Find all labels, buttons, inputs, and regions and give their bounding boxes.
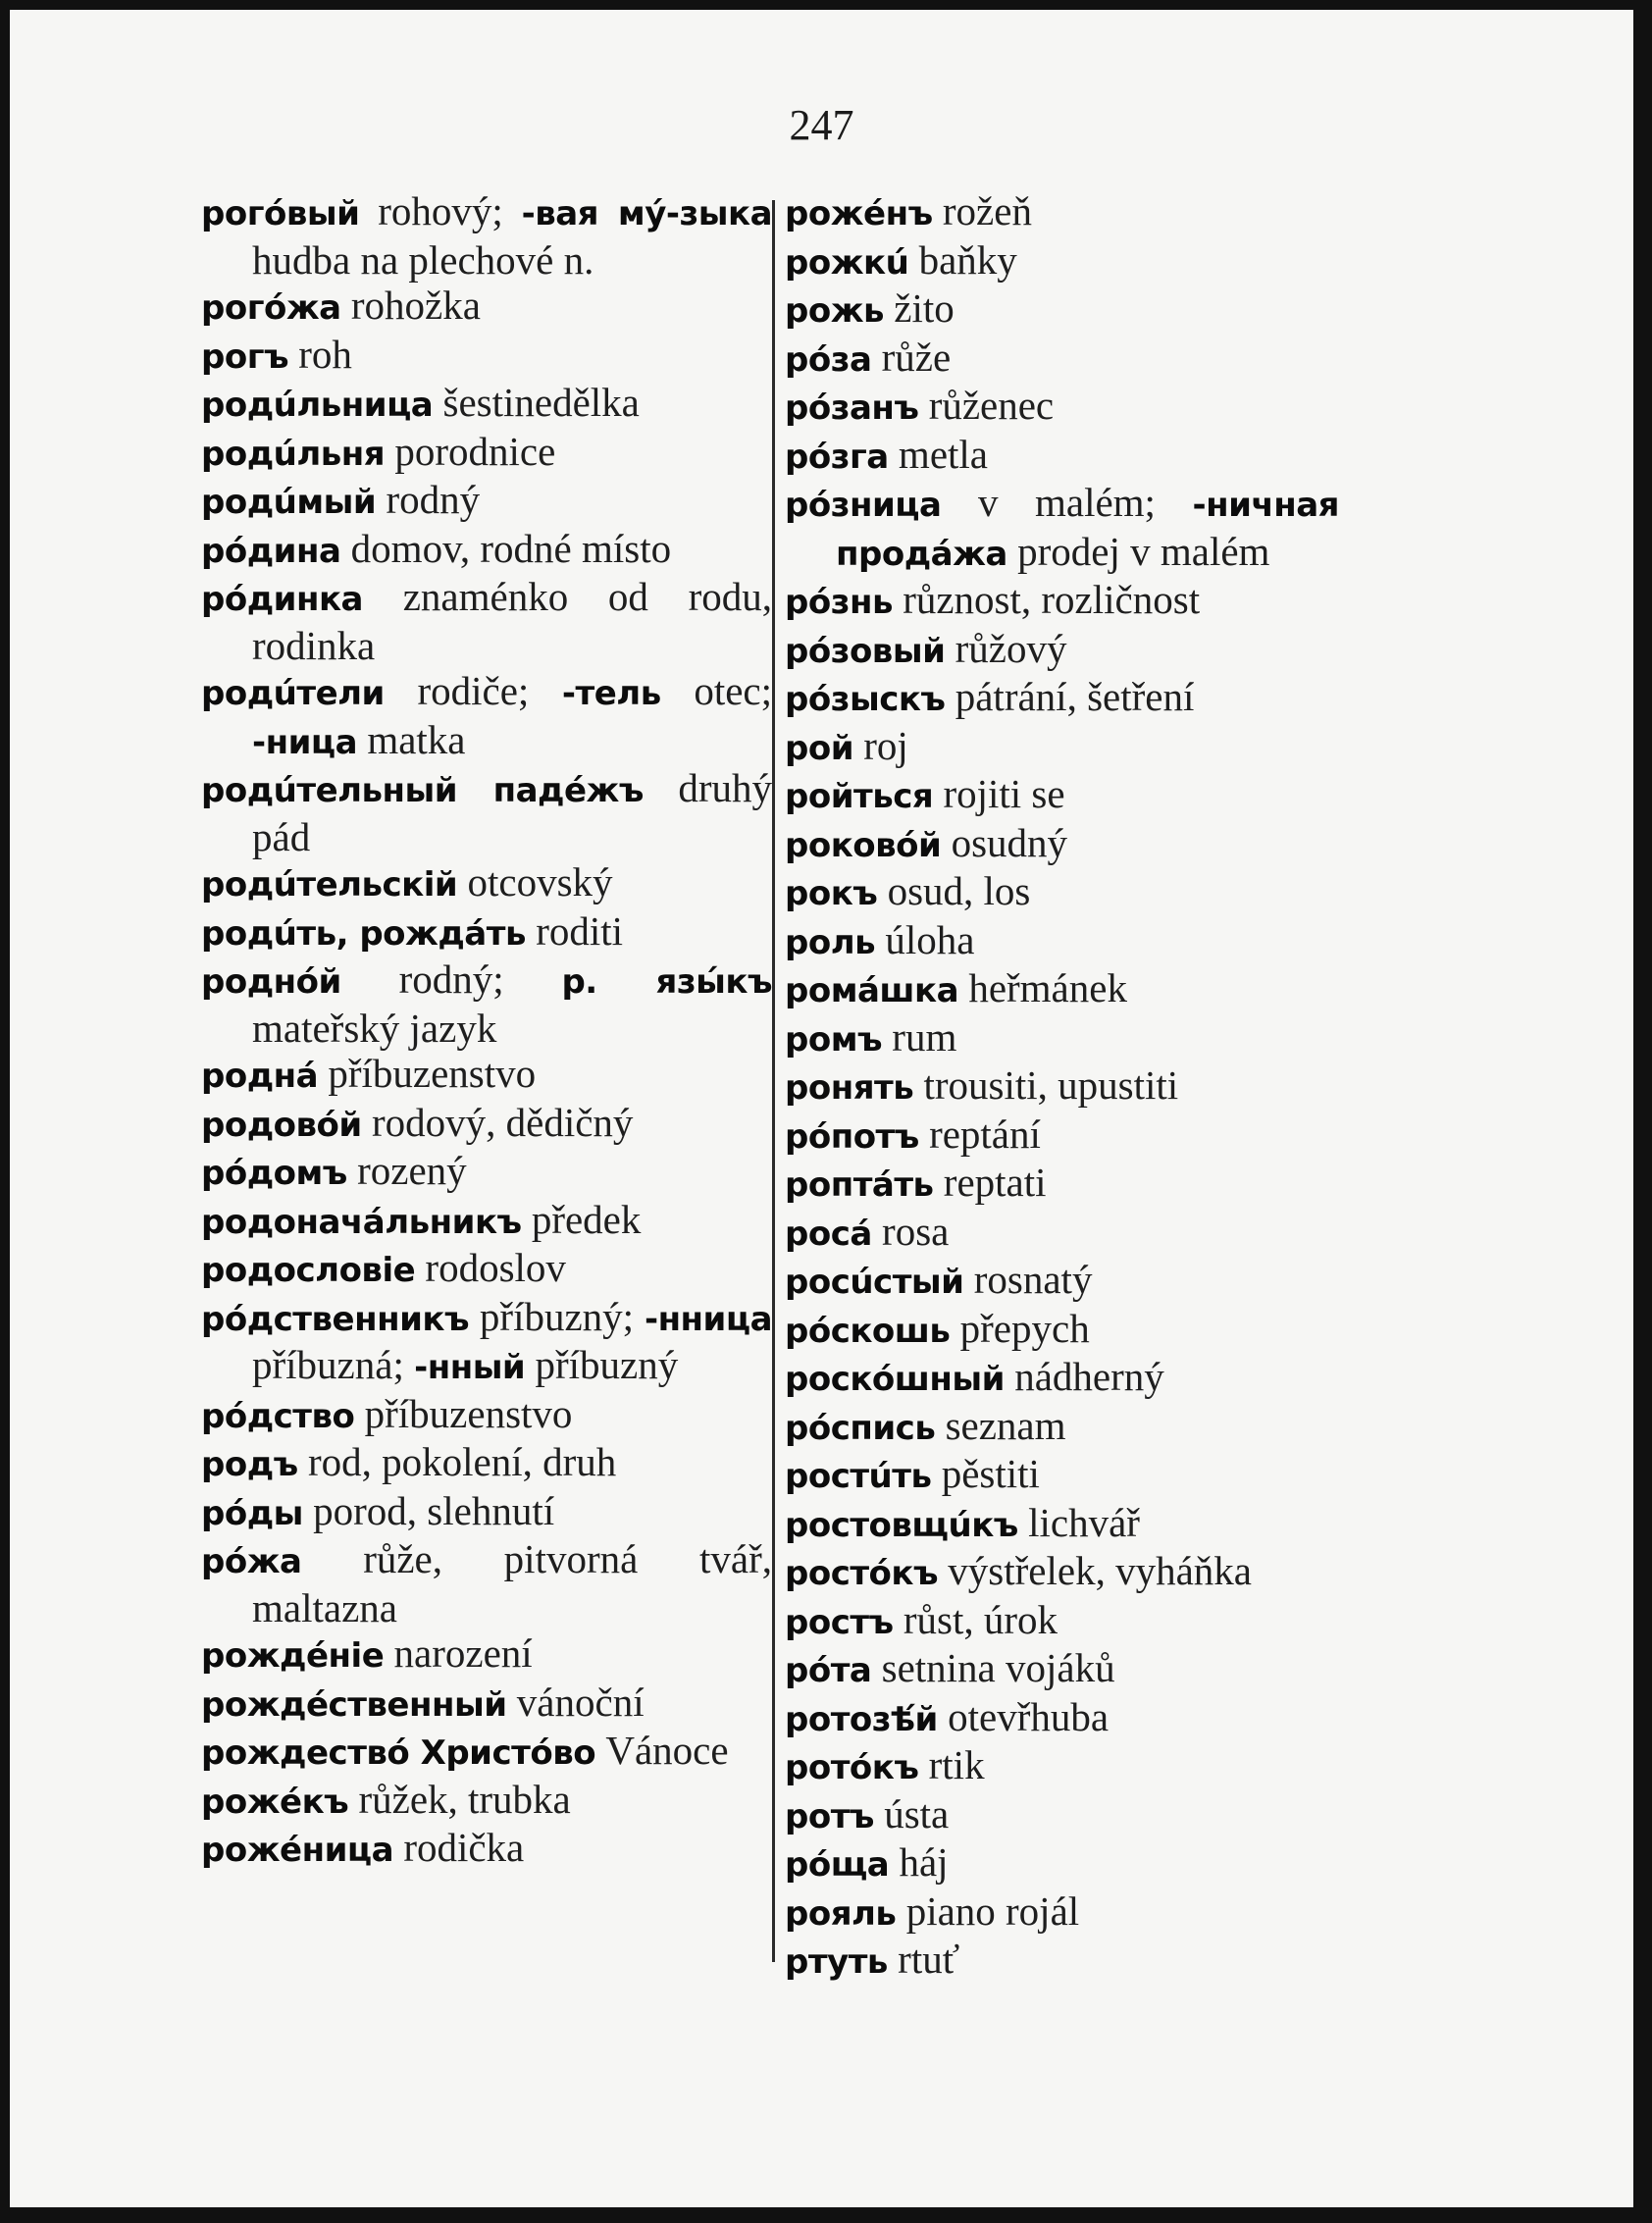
definition: reptání <box>929 1111 1041 1157</box>
headword: рóзга <box>785 437 889 477</box>
dictionary-entry <box>785 1112 1339 1161</box>
headword: рóзнь <box>785 583 893 622</box>
definition: žito <box>894 285 955 331</box>
headword: ройться <box>785 777 934 816</box>
dictionary-entry <box>201 1197 772 1246</box>
headword: ротозѣ́й <box>785 1699 938 1739</box>
headword: ростúть <box>785 1457 932 1496</box>
headword: рогъ <box>201 336 289 377</box>
definition: rod, pokolení, druh <box>307 1439 617 1484</box>
dictionary-entry <box>785 1014 1339 1063</box>
dictionary-entry <box>201 526 772 575</box>
headword: рóспись <box>785 1408 936 1448</box>
definition: předek <box>531 1196 642 1242</box>
headword: -ничная продáжа <box>836 486 1340 574</box>
headword: рóдина <box>201 531 341 571</box>
dictionary-entry <box>201 1728 772 1777</box>
headword: родúмый <box>201 483 377 522</box>
dictionary-entry <box>785 237 1339 286</box>
definition: rodový, dědičný <box>371 1099 634 1145</box>
definition: pátrání, šetření <box>955 674 1195 719</box>
definition: příbuzenstvo <box>364 1390 573 1436</box>
dictionary-entry <box>201 1294 772 1391</box>
definition: roditi <box>536 907 624 954</box>
headword: роковóй <box>785 825 942 865</box>
headword: росúстый <box>785 1263 964 1302</box>
headword: рождéніе <box>201 1636 385 1676</box>
headword: ростóкъ <box>785 1554 939 1593</box>
headword: рóзыскъ <box>785 680 946 719</box>
definition: rtik <box>928 1742 985 1787</box>
definition: příbuzný <box>535 1342 679 1387</box>
dictionary-entry <box>785 1839 1339 1888</box>
definition: růže <box>881 334 952 380</box>
headword: -тель <box>561 674 661 713</box>
definition: reptati <box>943 1160 1047 1205</box>
headword: рогóвый <box>201 194 360 233</box>
headword: родúтельскій <box>201 865 458 905</box>
dictionary-entry <box>201 1148 772 1197</box>
dictionary-entry <box>785 285 1339 335</box>
definition: růžový <box>955 625 1067 671</box>
headword: родúльница <box>201 386 434 425</box>
headword: рóдство <box>201 1396 355 1436</box>
definition: vánoční <box>516 1679 645 1725</box>
definition: rtuť <box>898 1937 960 1982</box>
definition: trousiti, upustiti <box>923 1062 1179 1108</box>
headword: ротóкъ <box>785 1748 919 1787</box>
right-column <box>785 188 1339 1986</box>
dictionary-entry <box>201 668 772 765</box>
definition: rožeň <box>942 188 1032 233</box>
dictionary-entry <box>201 1391 772 1440</box>
dictionary-entry <box>785 188 1339 237</box>
dictionary-entry <box>201 477 772 526</box>
headword: рóща <box>785 1845 890 1885</box>
headword: ротъ <box>785 1796 874 1836</box>
definition: rodný <box>386 477 481 522</box>
column-divider <box>772 200 775 1962</box>
dictionary-entry <box>201 283 772 332</box>
dictionary-entry <box>785 771 1339 820</box>
definition: matka <box>367 716 466 762</box>
definition: nádherný <box>1014 1354 1164 1399</box>
definition: roj <box>863 722 908 768</box>
dictionary-entry <box>785 1257 1339 1306</box>
headword: роптáть <box>785 1165 934 1205</box>
dictionary-entry <box>785 335 1339 384</box>
definition: piano rojál <box>905 1887 1080 1934</box>
definition: osudný <box>951 819 1068 865</box>
definition: příbuzenstvo <box>328 1051 537 1096</box>
definition: roh <box>298 331 352 377</box>
dictionary-entry <box>785 1062 1339 1112</box>
dictionary-entry <box>785 1160 1339 1209</box>
definition: rozený <box>357 1148 467 1193</box>
dictionary-entry <box>201 765 772 859</box>
definition: rosnatý <box>973 1257 1093 1302</box>
dictionary-entry <box>785 723 1339 772</box>
headword: рожéкъ <box>201 1782 349 1822</box>
dictionary-entry <box>785 1791 1339 1840</box>
definition: druhý pád <box>252 765 773 859</box>
headword: роднóй <box>201 962 341 1002</box>
definition: metla <box>898 431 988 477</box>
dictionary-page <box>10 10 1633 2207</box>
dictionary-entry <box>785 383 1339 432</box>
dictionary-entry <box>201 380 772 429</box>
headword: рожéница <box>201 1831 394 1870</box>
dictionary-entry <box>785 1937 1339 1986</box>
definition: výstřelek, vyháňka <box>948 1548 1252 1593</box>
definition: otec; <box>694 668 772 713</box>
definition: rosa <box>882 1208 950 1254</box>
dictionary-entry <box>201 908 772 957</box>
dictionary-entry <box>785 1354 1339 1403</box>
headword: родовóй <box>201 1105 362 1145</box>
definition: rodný; <box>398 956 504 1002</box>
dictionary-entry <box>201 1825 772 1874</box>
dictionary-entry <box>201 1488 772 1537</box>
headword: -вая мý-зыка <box>521 194 773 233</box>
dictionary-entry <box>785 1742 1339 1791</box>
headword: рождествó Христóво <box>201 1733 596 1773</box>
headword: родúтельный падéжъ <box>201 771 644 810</box>
dictionary-entry <box>785 868 1339 917</box>
definition: růžek, trubka <box>358 1776 571 1822</box>
headword: ростъ <box>785 1602 894 1642</box>
headword: родúтели <box>201 674 385 713</box>
headword: рóза <box>785 339 872 380</box>
definition: příbuzný; <box>479 1293 635 1339</box>
definition: pěstiti <box>941 1451 1040 1496</box>
definition: otevřhuba <box>948 1693 1110 1739</box>
definition: narození <box>393 1630 533 1676</box>
dictionary-entry <box>201 1630 772 1680</box>
dictionary-entry <box>785 917 1339 966</box>
dictionary-entry <box>201 429 772 478</box>
definition: rohový; <box>378 188 503 233</box>
headword: родъ <box>201 1445 298 1484</box>
definition: různost, rozličnost <box>903 577 1201 622</box>
definition: mateřský jazyk <box>252 1005 497 1051</box>
definition: porodnice <box>394 428 556 474</box>
headword: рождéственный <box>201 1684 507 1725</box>
headword: рóды <box>201 1493 303 1533</box>
headword: рóжа <box>201 1542 302 1581</box>
headword: рожь <box>785 291 885 331</box>
headword: рóпотъ <box>785 1116 919 1157</box>
dictionary-entry <box>785 1645 1339 1694</box>
dictionary-entry <box>785 577 1339 626</box>
headword: рожéнъ <box>785 194 933 233</box>
definition: znaménko od rodu, rodinka <box>252 574 772 668</box>
dictionary-entry <box>201 1439 772 1488</box>
definition: osud, los <box>887 868 1031 913</box>
dictionary-entry <box>785 1500 1339 1549</box>
headword: -нный <box>414 1348 526 1387</box>
dictionary-entry <box>785 1451 1339 1500</box>
headword: рожкú <box>785 242 909 283</box>
definition: rum <box>892 1013 957 1060</box>
dictionary-entry <box>785 432 1339 481</box>
dictionary-entry <box>201 956 772 1051</box>
definition: rodička <box>403 1825 525 1870</box>
left-column <box>201 188 772 1874</box>
headword: -нница <box>644 1299 773 1339</box>
dictionary-entry <box>785 1306 1339 1355</box>
definition: rojiti se <box>943 771 1065 816</box>
headword: родословіе <box>201 1251 416 1290</box>
definition: příbuzná; <box>252 1342 404 1387</box>
definition: heřmánek <box>968 965 1127 1010</box>
headword: роднá <box>201 1057 319 1096</box>
dictionary-entry <box>785 965 1339 1014</box>
definition: baňky <box>918 236 1017 283</box>
headword: рокъ <box>785 874 878 913</box>
headword: рóзанъ <box>785 388 919 428</box>
headword: рóдинка <box>201 580 363 619</box>
headword: рóта <box>785 1651 872 1690</box>
headword: ромъ <box>785 1019 883 1060</box>
dictionary-entry <box>785 626 1339 675</box>
definition: růst, úrok <box>903 1596 1058 1642</box>
headword: ронять <box>785 1068 914 1108</box>
definition: setnina vojáků <box>881 1645 1115 1690</box>
dictionary-entry <box>785 1209 1339 1258</box>
definition: Vánoce <box>605 1728 729 1773</box>
headword: -ница <box>252 722 358 762</box>
headword: р. язы́къ <box>561 962 773 1002</box>
headword: рóзовый <box>785 631 946 671</box>
definition: háj <box>899 1839 949 1885</box>
definition: otcovský <box>467 859 613 905</box>
dictionary-entry <box>201 1051 772 1100</box>
headword: рóдственникъ <box>201 1299 470 1339</box>
dictionary-entry <box>201 1536 772 1630</box>
definition: přepych <box>959 1305 1090 1351</box>
definition: domov, rodné místo <box>350 525 672 571</box>
headword: рояль <box>785 1893 897 1934</box>
dictionary-entry <box>785 1597 1339 1646</box>
definition: ústa <box>884 1790 950 1836</box>
headword: росá <box>785 1214 872 1254</box>
headword: ртуть <box>785 1942 888 1982</box>
dictionary-entry <box>201 1245 772 1294</box>
headword: рóскошь <box>785 1311 951 1351</box>
dictionary-entry <box>785 1548 1339 1597</box>
dictionary-entry <box>785 674 1339 723</box>
definition: růženec <box>928 383 1055 428</box>
dictionary-entry <box>201 859 772 908</box>
headword: родоначáльникъ <box>201 1202 522 1242</box>
definition: rodiče; <box>417 668 530 713</box>
headword: роскóшный <box>785 1360 1005 1399</box>
definition: seznam <box>945 1402 1066 1448</box>
definition: rodoslov <box>425 1245 566 1290</box>
dictionary-entry <box>785 1888 1339 1938</box>
definition: v malém; <box>977 480 1156 525</box>
dictionary-entry <box>201 332 772 381</box>
dictionary-entry <box>785 1694 1339 1743</box>
definition: hudba na plechové n. <box>252 236 594 283</box>
headword: рогóжа <box>201 288 341 328</box>
headword: родúть, рождáть <box>201 913 526 954</box>
dictionary-entry <box>201 188 772 283</box>
definition: šestinedělka <box>442 380 640 425</box>
dictionary-entry <box>785 1403 1339 1452</box>
dictionary-entry <box>785 820 1339 869</box>
definition: porod, slehnutí <box>313 1487 555 1533</box>
headword: рóзница <box>785 486 942 525</box>
dictionary-entry <box>201 1680 772 1729</box>
definition: lichvář <box>1028 1499 1140 1545</box>
page-number: 247 <box>789 101 854 149</box>
definition: rohožka <box>350 283 481 328</box>
definition: prodej v malém <box>1017 528 1270 574</box>
headword: ромáшка <box>785 971 959 1010</box>
headword: рой <box>785 728 854 768</box>
definition: růže, pitvorná tvář, maltazna <box>252 1536 772 1630</box>
headword: рóдомъ <box>201 1154 347 1193</box>
dictionary-entry <box>201 1100 772 1149</box>
dictionary-entry <box>201 574 772 668</box>
dictionary-entry <box>785 480 1339 577</box>
headword: роль <box>785 922 876 962</box>
definition: úloha <box>885 916 975 962</box>
dictionary-entry <box>201 1777 772 1826</box>
headword: родúльня <box>201 434 386 474</box>
headword: ростовщúкъ <box>785 1505 1018 1545</box>
